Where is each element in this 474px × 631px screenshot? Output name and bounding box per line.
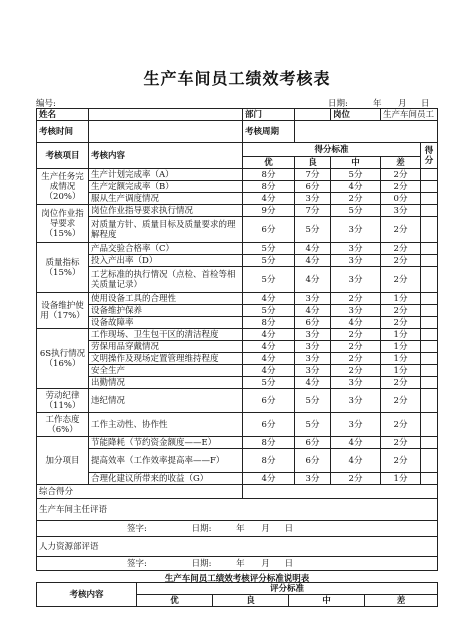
total-row <box>37 485 438 499</box>
criteria-score: 8分 <box>243 449 295 473</box>
sub-grade-medium: 中 <box>289 595 365 607</box>
criteria-group: 质量指标（15%） <box>37 243 89 293</box>
name-row <box>37 109 438 121</box>
criteria-score: 5分 <box>243 377 295 389</box>
criteria-score: 5分 <box>243 267 295 293</box>
criteria-score: 4分 <box>295 305 331 317</box>
criteria-score: 2分 <box>331 473 381 485</box>
criteria-content: 岗位作业指导要求执行情况 <box>89 205 243 217</box>
page-title: 生产车间员工绩效考核表 <box>143 69 331 88</box>
score-input[interactable] <box>421 181 438 193</box>
criteria-row <box>37 193 438 205</box>
criteria-row <box>37 255 438 267</box>
criteria-content: 设备故障率 <box>89 317 243 329</box>
criteria-score: 4分 <box>243 341 295 353</box>
criteria-row <box>37 413 438 437</box>
criteria-content: 出勤情况 <box>89 377 243 389</box>
grade-poor: 差 <box>381 157 421 169</box>
criteria-score: 3分 <box>331 413 381 437</box>
sub-grade-poor: 差 <box>365 595 438 607</box>
sub-standard-header: 评分标准 <box>137 583 438 595</box>
score-input[interactable] <box>421 353 438 365</box>
criteria-score: 3分 <box>331 217 381 243</box>
appraisal-table <box>36 108 438 571</box>
criteria-score: 1分 <box>381 365 421 377</box>
criteria-score: 1分 <box>381 473 421 485</box>
criteria-group: 劳动纪律（11%） <box>37 389 89 413</box>
criteria-score: 4分 <box>295 267 331 293</box>
criteria-score: 6分 <box>295 181 331 193</box>
score-input[interactable] <box>421 169 438 181</box>
criteria-score: 9分 <box>243 205 295 217</box>
score-input[interactable] <box>421 449 438 473</box>
criteria-content: 节能降耗（节约资金额度——E） <box>89 437 243 449</box>
criteria-score: 3分 <box>295 473 331 485</box>
supervisor-date-label: 日期: <box>191 523 212 534</box>
criteria-content: 产品交验合格率（C） <box>89 243 243 255</box>
name-value[interactable] <box>89 109 243 121</box>
criteria-score: 1分 <box>381 329 421 341</box>
criteria-content: 劳保用品穿戴情况 <box>89 341 243 353</box>
criteria-score: 8分 <box>243 181 295 193</box>
criteria-content: 生产计划完成率（A） <box>89 169 243 181</box>
criteria-score: 4分 <box>243 365 295 377</box>
criteria-score: 2分 <box>381 389 421 413</box>
year-label: 年 <box>373 99 382 109</box>
criteria-score: 4分 <box>331 449 381 473</box>
criteria-score: 2分 <box>381 437 421 449</box>
criteria-score: 2分 <box>381 267 421 293</box>
dept-value[interactable] <box>295 109 331 121</box>
sub-header-row <box>37 583 438 595</box>
criteria-content: 文明操作及现场定置管理维持程度 <box>89 353 243 365</box>
score-input[interactable] <box>421 193 438 205</box>
score-input[interactable] <box>421 267 438 293</box>
criteria-score: 2分 <box>381 305 421 317</box>
dept-label: 部门 <box>243 109 295 121</box>
column-header-row <box>37 143 438 157</box>
criteria-content: 工艺标准的执行情况（点检、首检等相关质量记录） <box>89 267 243 293</box>
criteria-row <box>37 449 438 473</box>
sub-grade-good: 良 <box>213 595 289 607</box>
criteria-score: 4分 <box>243 193 295 205</box>
score-input[interactable] <box>421 255 438 267</box>
criteria-score: 5分 <box>243 243 295 255</box>
supervisor-month: 月 <box>261 523 270 534</box>
criteria-score: 2分 <box>331 353 381 365</box>
criteria-score: 2分 <box>381 169 421 181</box>
criteria-score: 5分 <box>295 413 331 437</box>
score-input[interactable] <box>421 437 438 449</box>
criteria-row <box>37 293 438 305</box>
supervisor-day: 日 <box>284 523 294 534</box>
criteria-score: 5分 <box>295 389 331 413</box>
grade-good: 良 <box>295 157 331 169</box>
score-input[interactable] <box>421 389 438 413</box>
supervisor-year: 年 <box>236 523 245 534</box>
criteria-score: 6分 <box>243 389 295 413</box>
criteria-score: 5分 <box>243 255 295 267</box>
hr-sign-row <box>37 557 438 571</box>
criteria-score: 3分 <box>295 353 331 365</box>
criteria-score: 2分 <box>381 255 421 267</box>
criteria-row <box>37 353 438 365</box>
criteria-group: 岗位作业指导要求（15%） <box>37 205 89 243</box>
supervisor-label-row <box>37 499 438 521</box>
criteria-content: 合理化建议所带来的收益（G） <box>89 473 243 485</box>
content-header: 考核内容 <box>89 143 243 169</box>
criteria-score: 2分 <box>331 341 381 353</box>
criteria-group: 加分项目 <box>37 437 89 485</box>
criteria-row <box>37 365 438 377</box>
supervisor-sign-row <box>37 521 438 537</box>
criteria-score: 2分 <box>331 193 381 205</box>
criteria-score: 5分 <box>331 205 381 217</box>
criteria-score: 2分 <box>331 365 381 377</box>
hr-day: 日 <box>284 558 294 569</box>
criteria-content: 工作主动性、协作性 <box>89 413 243 437</box>
criteria-score: 6分 <box>243 217 295 243</box>
criteria-score: 2分 <box>381 243 421 255</box>
criteria-score: 4分 <box>331 317 381 329</box>
cycle-label: 考核周期 <box>243 121 295 143</box>
name-label: 姓名 <box>37 109 89 121</box>
criteria-score: 4分 <box>243 329 295 341</box>
criteria-score: 3分 <box>331 243 381 255</box>
supervisor-sign-label: 签字: <box>127 523 147 534</box>
criteria-score: 1分 <box>381 293 421 305</box>
criteria-row <box>37 317 438 329</box>
criteria-score: 3分 <box>381 205 421 217</box>
total-label: 综合得分 <box>37 485 243 499</box>
grade-excellent: 优 <box>243 157 295 169</box>
post-label: 岗位 <box>331 109 381 121</box>
date-label: 日期: <box>328 99 348 109</box>
post-value: 生产车间员工 <box>381 109 438 121</box>
criteria-row <box>37 437 438 449</box>
criteria-score: 4分 <box>331 181 381 193</box>
criteria-content: 工作现场、卫生包干区的清洁程度 <box>89 329 243 341</box>
hr-month: 月 <box>261 558 270 569</box>
criteria-row <box>37 341 438 353</box>
criteria-score: 8分 <box>243 317 295 329</box>
criteria-group: 生产任务完成情况（20%） <box>37 169 89 205</box>
score-input[interactable] <box>421 365 438 377</box>
criteria-row <box>37 389 438 413</box>
criteria-content: 投入产出率（D） <box>89 255 243 267</box>
criteria-score: 2分 <box>381 449 421 473</box>
score-input[interactable] <box>421 293 438 305</box>
criteria-score: 3分 <box>331 377 381 389</box>
criteria-score: 3分 <box>295 341 331 353</box>
score-input[interactable] <box>421 317 438 329</box>
criteria-score: 5分 <box>295 217 331 243</box>
criteria-score: 4分 <box>243 353 295 365</box>
sub-item-header: 考核内容 <box>37 583 137 607</box>
sub-grade-excellent: 优 <box>137 595 213 607</box>
hr-label: 人力资源部评语 <box>37 537 438 557</box>
period-value[interactable] <box>89 121 243 143</box>
criteria-score: 4分 <box>295 255 331 267</box>
score-input[interactable] <box>421 205 438 217</box>
criteria-row <box>37 329 438 341</box>
criteria-group: 6S执行情况（16%） <box>37 329 89 389</box>
criteria-row <box>37 169 438 181</box>
criteria-score: 6分 <box>295 317 331 329</box>
criteria-score: 0分 <box>381 193 421 205</box>
hr-date-label: 日期: <box>191 558 212 569</box>
total-value[interactable] <box>243 485 438 499</box>
criteria-score: 6分 <box>243 413 295 437</box>
criteria-score: 4分 <box>295 243 331 255</box>
criteria-score: 7分 <box>295 205 331 217</box>
score-input[interactable] <box>421 341 438 353</box>
criteria-group: 工作态度（6%） <box>37 413 89 437</box>
criteria-score: 4分 <box>243 293 295 305</box>
criteria-group: 设备维护使用（17%） <box>37 293 89 329</box>
criteria-content: 服从生产调度情况 <box>89 193 243 205</box>
criteria-content: 对质量方针、质量目标及质量要求的理解程度 <box>89 217 243 243</box>
score-header: 得分 <box>421 143 438 169</box>
criteria-content: 提高效率（工作效率提高率——F） <box>89 449 243 473</box>
supervisor-sign[interactable] <box>37 521 438 537</box>
standard-table <box>36 582 438 607</box>
criteria-row <box>37 217 438 243</box>
criteria-score: 4分 <box>295 377 331 389</box>
day-label: 日 <box>421 99 430 109</box>
criteria-score: 3分 <box>295 193 331 205</box>
criteria-score: 6分 <box>295 437 331 449</box>
criteria-score: 7分 <box>295 169 331 181</box>
score-input[interactable] <box>421 305 438 317</box>
hr-sign-label: 签字: <box>127 558 147 569</box>
standard-header: 得分标准 <box>243 143 421 157</box>
supervisor-label: 生产车间主任评语 <box>37 499 438 521</box>
cycle-value[interactable] <box>295 121 438 143</box>
criteria-content: 生产定额完成率（B） <box>89 181 243 193</box>
criteria-score: 2分 <box>381 413 421 437</box>
criteria-score: 3分 <box>331 305 381 317</box>
criteria-score: 3分 <box>331 389 381 413</box>
criteria-score: 6分 <box>295 449 331 473</box>
criteria-score: 8分 <box>243 437 295 449</box>
criteria-score: 3分 <box>331 255 381 267</box>
criteria-score: 2分 <box>381 181 421 193</box>
score-input[interactable] <box>421 413 438 437</box>
criteria-score: 5分 <box>243 305 295 317</box>
criteria-score: 1分 <box>381 341 421 353</box>
hr-label-row <box>37 537 438 557</box>
item-header: 考核项目 <box>37 143 89 169</box>
criteria-score: 4分 <box>243 473 295 485</box>
criteria-score: 1分 <box>381 353 421 365</box>
criteria-score: 2分 <box>381 317 421 329</box>
criteria-row <box>37 305 438 317</box>
criteria-score: 5分 <box>331 169 381 181</box>
criteria-score: 2分 <box>331 329 381 341</box>
criteria-content: 设备维护保养 <box>89 305 243 317</box>
period-label: 考核时间 <box>37 121 89 143</box>
criteria-row <box>37 205 438 217</box>
number-label: 编号: <box>36 99 56 109</box>
criteria-score: 8分 <box>243 169 295 181</box>
criteria-score: 3分 <box>295 293 331 305</box>
hr-sign[interactable] <box>37 557 438 571</box>
criteria-score: 2分 <box>381 217 421 243</box>
criteria-score: 2分 <box>331 293 381 305</box>
criteria-score: 4分 <box>331 437 381 449</box>
score-input[interactable] <box>421 329 438 341</box>
hr-year: 年 <box>236 558 245 569</box>
score-input[interactable] <box>421 377 438 389</box>
criteria-score: 2分 <box>381 377 421 389</box>
criteria-row <box>37 243 438 255</box>
criteria-row <box>37 181 438 193</box>
period-row <box>37 121 438 143</box>
criteria-content: 使用设备工具的合理性 <box>89 293 243 305</box>
score-input[interactable] <box>421 217 438 243</box>
criteria-score: 3分 <box>331 267 381 293</box>
criteria-content: 违纪情况 <box>89 389 243 413</box>
criteria-score: 3分 <box>295 365 331 377</box>
criteria-score: 3分 <box>295 329 331 341</box>
score-input[interactable] <box>421 243 438 255</box>
criteria-row <box>37 473 438 485</box>
criteria-row <box>37 377 438 389</box>
criteria-content: 安全生产 <box>89 365 243 377</box>
month-label: 月 <box>398 99 407 109</box>
score-input[interactable] <box>421 473 438 485</box>
subtable-title: 生产车间员工绩效考核评分标准说明表 <box>164 574 310 584</box>
grade-medium: 中 <box>331 157 381 169</box>
criteria-row <box>37 267 438 293</box>
